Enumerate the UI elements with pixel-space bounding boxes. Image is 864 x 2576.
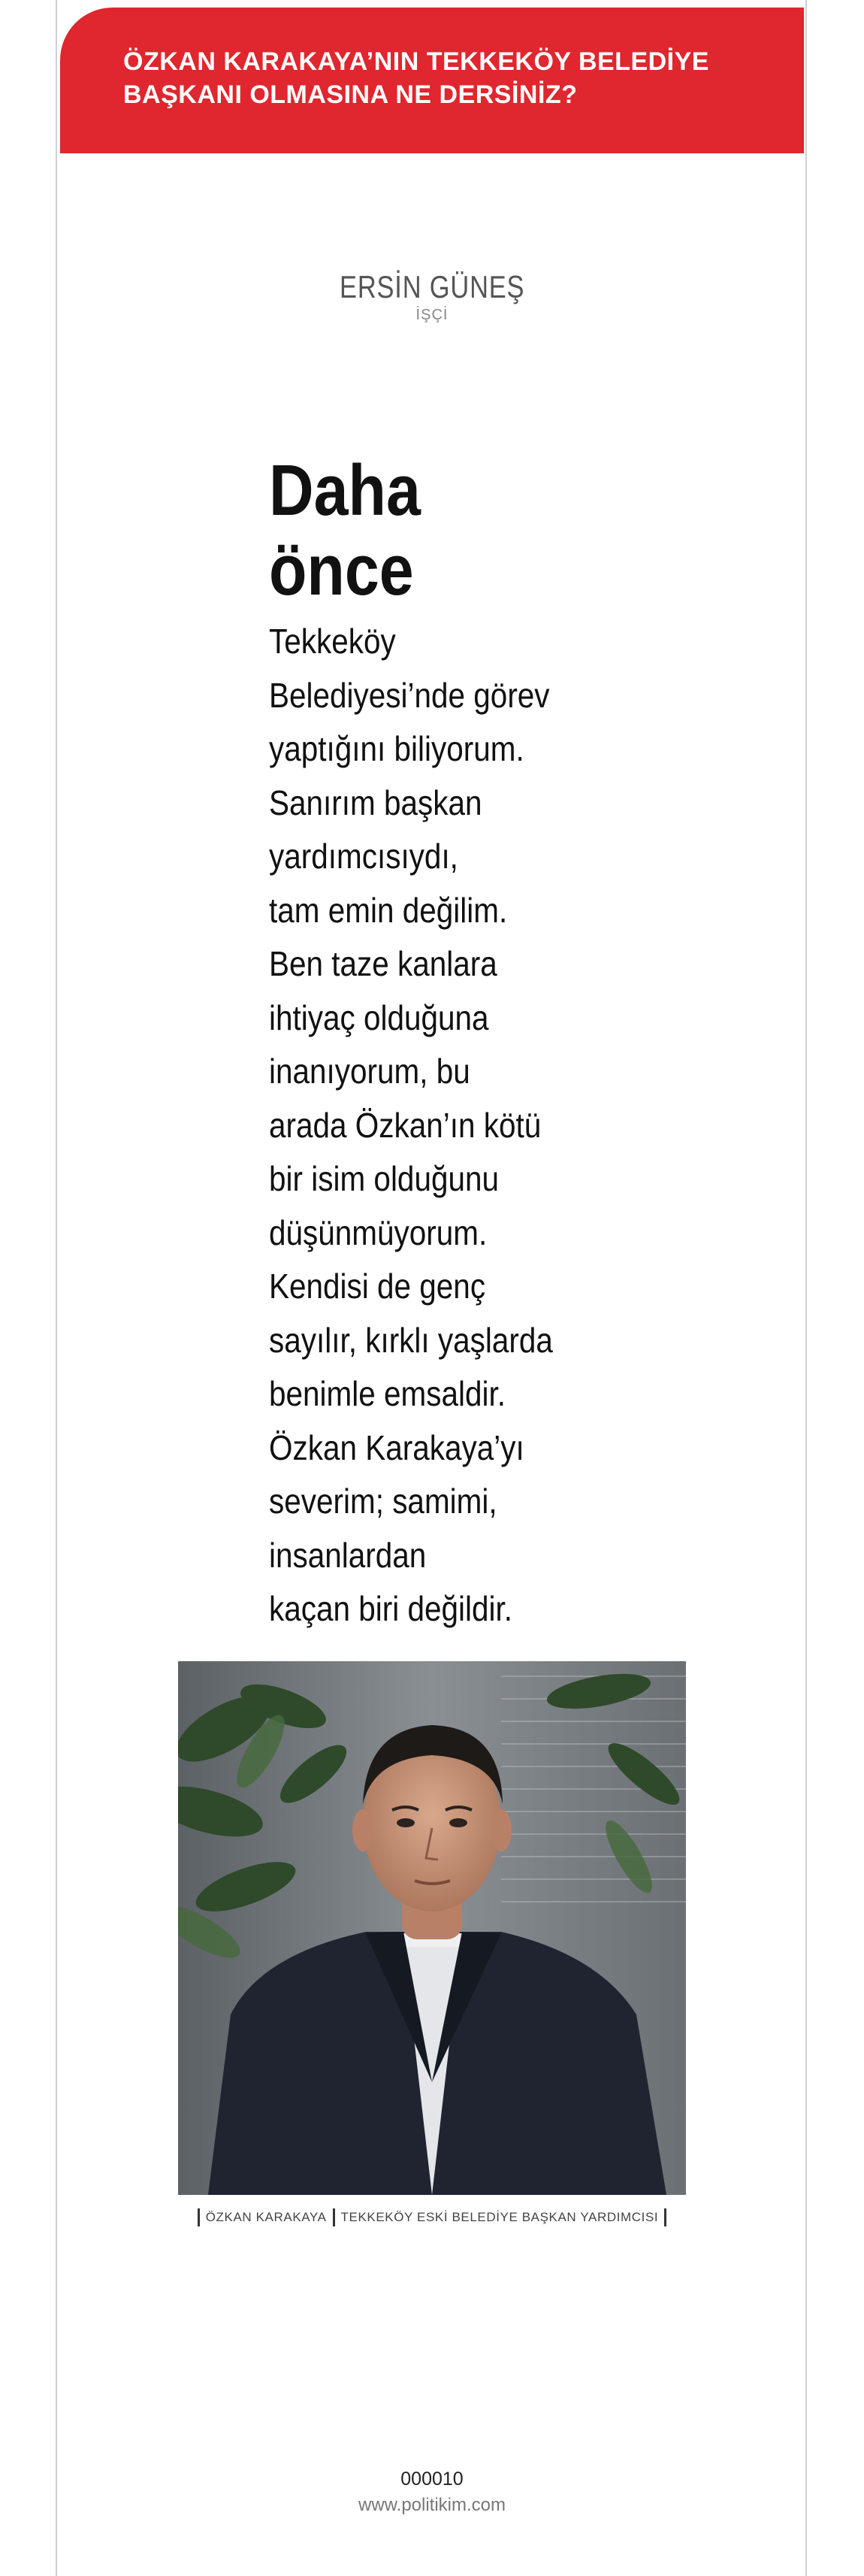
body-line: insanlardan <box>269 1535 427 1575</box>
banner-title-line-2: BAŞKANI OLMASINA NE DERSİNİZ? <box>123 80 578 109</box>
body-line: Belediyesi’nde görev <box>269 675 550 715</box>
caption-divider <box>664 2208 666 2226</box>
body-line: tam emin değilim. <box>269 890 508 930</box>
footer <box>0 2469 864 2516</box>
portrait-photo <box>178 1661 686 2195</box>
headline-line-2: önce <box>269 530 414 610</box>
body-line: inanıyorum, bu <box>269 1052 470 1091</box>
body-line: yaptığını biliyorum. <box>269 729 524 768</box>
author-name: ERSİN GÜNEŞ <box>339 269 525 304</box>
body-line: Kendisi de genç <box>269 1267 486 1306</box>
headline-line-1: Daha <box>269 450 421 531</box>
article <box>269 451 660 1636</box>
body-line: arada Özkan’ın kötü <box>269 1105 542 1145</box>
banner-title-line-1: ÖZKAN KARAKAYA’NIN TEKKEKÖY BELEDİYE <box>123 47 709 76</box>
author-role: İŞÇİ <box>415 307 449 323</box>
body-line: Tekkeköy <box>269 622 396 661</box>
portrait-illustration <box>178 1661 686 2195</box>
caption-divider <box>198 2208 200 2226</box>
banner-title <box>123 45 769 111</box>
caption-name: ÖZKAN KARAKAYA <box>205 2210 327 2224</box>
page-number: 000010 <box>400 2469 464 2490</box>
caption-title: TEKKEKÖY ESKİ BELEDİYE BAŞKAN YARDIMCISI <box>340 2210 659 2224</box>
body-line: yardımcısıydı, <box>269 837 458 876</box>
website-link[interactable]: www.politikim.com <box>358 2495 506 2515</box>
body-line: düşünmüyorum. <box>269 1212 488 1252</box>
body-line: benimle emsaldir. <box>269 1374 506 1413</box>
body-line: severim; samimi, <box>269 1482 497 1521</box>
body-line: Özkan Karakaya’yı <box>269 1427 524 1467</box>
body-line: sayılır, kırklı yaşlarda <box>269 1320 553 1360</box>
photo-caption <box>0 2208 864 2226</box>
caption-divider <box>333 2208 335 2226</box>
body-line: ihtiyaç olduğuna <box>269 997 489 1037</box>
headline <box>269 451 631 610</box>
body-line: Sanırım başkan <box>269 782 482 822</box>
article-body <box>269 615 639 1636</box>
byline <box>0 269 864 324</box>
body-line: kaçan biri değildir. <box>269 1589 513 1628</box>
body-line: bir isim olduğunu <box>269 1159 500 1198</box>
body-line: Ben taze kanlara <box>269 944 497 983</box>
header-banner <box>60 8 804 153</box>
